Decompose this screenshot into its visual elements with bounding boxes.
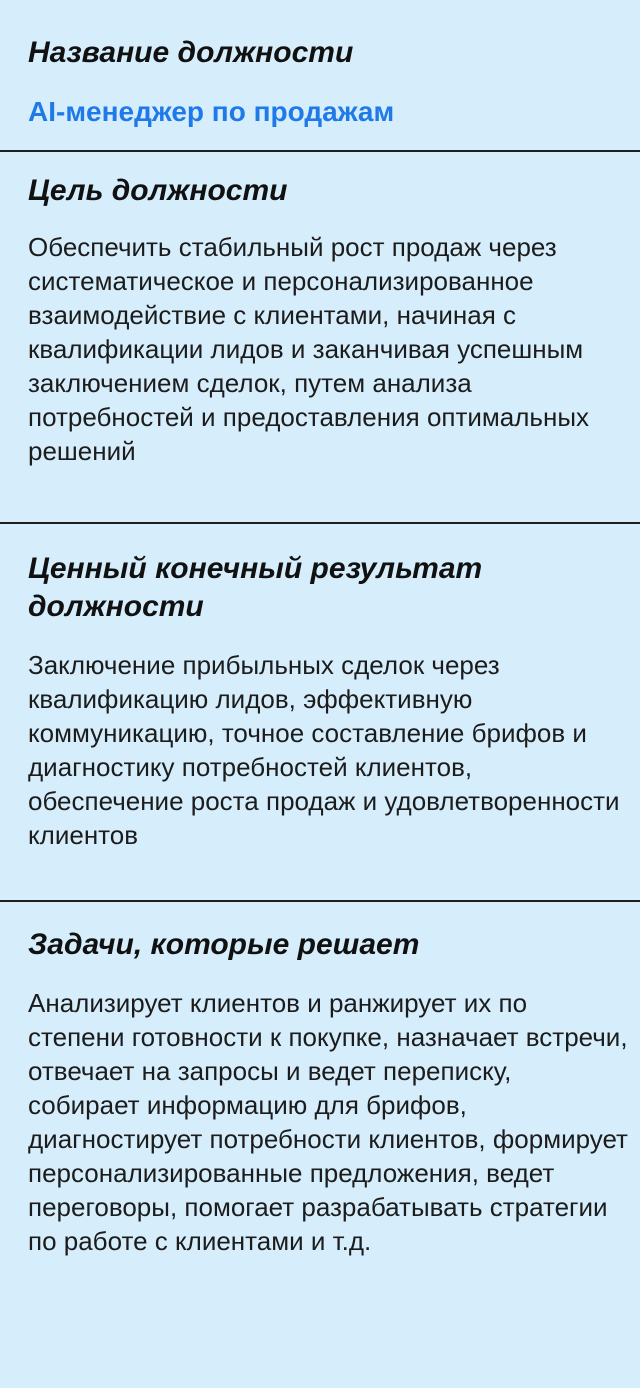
tasks-section: [0, 902, 640, 1258]
final-result-section: [0, 524, 640, 902]
position-title-section: [0, 0, 640, 152]
position-title-value: AI-менеджер по продажам: [28, 96, 395, 127]
tasks-heading: Задачи, которые решает: [28, 928, 420, 961]
tasks-text: Анализирует клиентов и ранжирует их по степени готовности к покупке, назначает встречи, отвечает на запросы и ведет переписку, собирает информацию для брифов, диагностирует потребности клиентов, формирует персонализированные предложения, ведет переговоры, помогает разрабатывать стратегии по работе с клиентами и т.д.: [28, 988, 628, 1256]
final-result-text: Заключение прибыльных сделок через квалификацию лидов, эффективную коммуникацию, точное составление брифов и диагностику потребностей клиентов, обеспечение роста продаж и удовлетворенности клиентов: [28, 650, 620, 850]
final-result-heading: Ценный конечный результат должности: [28, 552, 483, 623]
position-goal-section: [0, 152, 640, 524]
position-title-heading: Название должности: [28, 36, 354, 69]
position-goal-heading: Цель должности: [28, 174, 288, 207]
position-goal-text: Обеспечить стабильный рост продаж через систематическое и персонализированное взаимодействие с клиентами, начиная с квалификации лидов и заканчивая успешным заключением сделок, путем анализа потребностей и предоставления оптимальных решений: [28, 232, 590, 466]
